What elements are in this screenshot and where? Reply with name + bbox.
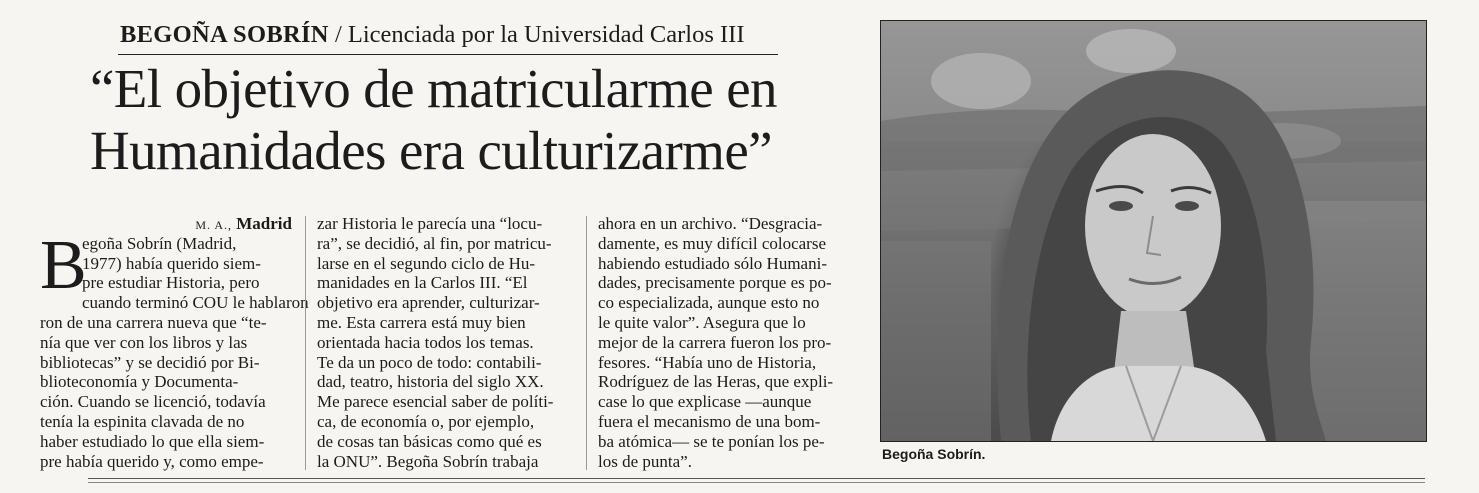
text-line: pre estudiar Historia, pero [82,273,260,293]
text-line: manidades en la Carlos III. “El [317,273,528,293]
photo-caption: Begoña Sobrín. [882,446,986,462]
text-line: orientada hacia todos los temas. [317,332,534,352]
column-2-text [317,214,573,471]
article-column-3 [598,214,858,471]
headline [90,58,880,182]
article-column-2 [317,214,573,471]
article-column-1 [40,214,309,471]
column-divider [305,216,306,470]
text-line: mejor de la carrera fueron los pro- [598,332,832,352]
column-divider [586,216,587,470]
text-line: pre había querido y, como empe- [40,451,264,471]
text-line: ra”, se decidió, al fin, por matricu- [317,233,552,253]
text-line: dades, precisamente porque es po- [598,273,832,293]
text-line: dad, teatro, historia del siglo XX. [317,372,544,392]
bottom-rule [88,478,1425,479]
kicker-role: / Licenciada por la Universidad Carlos III [328,21,745,48]
text-line: de cosas tan básicas como qué es [317,431,542,451]
kicker-name: BEGOÑA SOBRÍN [120,21,329,48]
text-line: le quite valor”. Asegura que lo [598,312,806,332]
text-line: Te da un poco de todo: contabili- [317,352,542,372]
text-line: los de punta”. [598,451,692,471]
text-line: blioteconomía y Documenta- [40,372,239,392]
byline-city: Madrid [236,214,292,233]
text-line: nía que ver con los libros y las [40,332,248,352]
text-line: bibliotecas” y se decidió por Bi- [40,352,260,372]
portrait-photo [880,20,1427,442]
text-line: cuando terminó COU le hablaron [82,293,309,313]
text-line: fesores. “Había uno de Historia, [598,352,817,372]
text-line: haber estudiado lo que ella siem- [40,431,265,451]
kicker [120,20,744,49]
headline-line-2: Humanidades era culturizarme” [90,120,772,181]
text-line: ron de una carrera nueva que “te- [40,312,267,332]
text-line: habiendo estudiado sólo Humani- [598,253,827,273]
text-line: Rodríguez de las Heras, que expli- [598,372,834,392]
text-line: ca, de economía o, por ejemplo, [317,411,535,431]
text-line: zar Historia le parecía una “locu- [317,214,543,233]
text-line: ahora en un archivo. “Desgracia- [598,214,823,233]
headline-line-1: “El objetivo de matricularme en [90,58,777,119]
text-line: la ONU”. Begoña Sobrín trabaja [317,451,539,471]
text-line: ba atómica— se te ponían los pe- [598,431,825,451]
byline-initials: M. A., [195,218,233,232]
text-line: damente, es muy difícil colocarse [598,233,826,253]
text-line: Me parece esencial saber de políti- [317,392,554,412]
text-line: fuera el mecanismo de una bom- [598,411,821,431]
column-3-text [598,214,858,471]
text-line: tenía la espinita clavada de no [40,411,245,431]
text-line: 1977) había querido siem- [82,253,261,273]
kicker-underline [118,54,778,55]
text-line: larse en el segundo ciclo de Hu- [317,253,536,273]
portrait-illustration [881,21,1426,441]
text-line: co especializada, aunque esto no [598,293,820,313]
text-line: egoña Sobrín (Madrid, [82,233,237,253]
text-line: objetivo era aprender, culturizar- [317,293,540,313]
bottom-rule [88,482,1425,483]
text-line: ción. Cuando se licenció, todavía [40,392,266,412]
text-line: case lo que explicase —aunque [598,392,812,412]
drop-cap: B [40,226,87,304]
text-line: me. Esta carrera está muy bien [317,312,526,332]
